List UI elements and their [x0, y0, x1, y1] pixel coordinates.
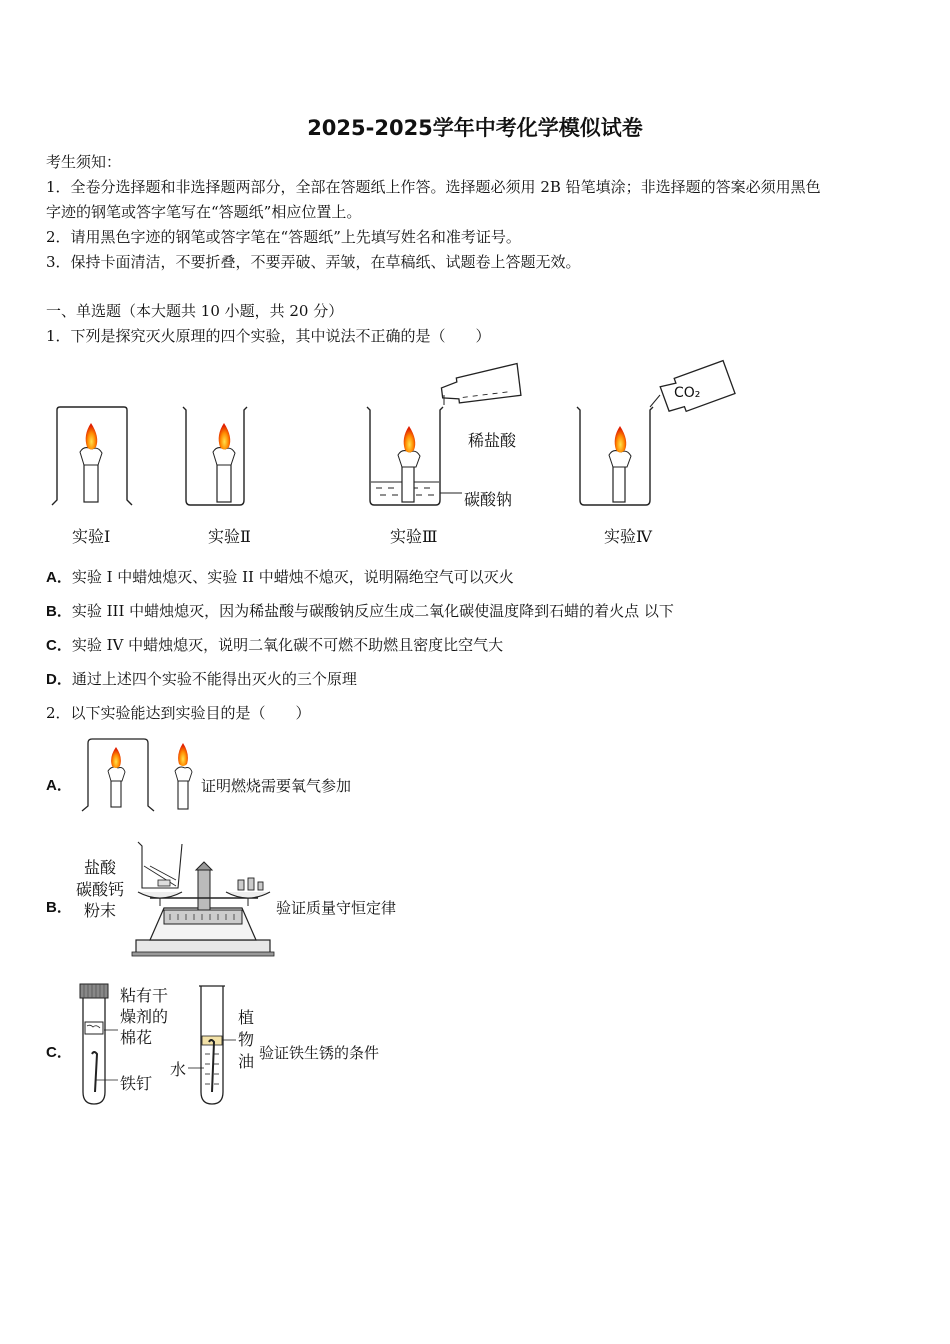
label-caco3: 碳酸钙	[76, 880, 125, 899]
q2-option-b-letter: B．	[46, 899, 72, 916]
page-title: 2025-2025学年中考化学模似试卷	[307, 116, 643, 140]
label-oil-1: 植	[238, 1008, 255, 1027]
section-heading: 一、单选题（本大题共 10 小题，共 20 分）	[46, 302, 344, 320]
label-water: 水	[170, 1060, 187, 1079]
label-co2: CO₂	[674, 385, 701, 401]
label-oil-2: 物	[238, 1030, 255, 1049]
q2-option-a-letter: A．	[46, 777, 72, 794]
caption-exp-2: 实验Ⅱ	[208, 527, 251, 546]
label-desiccant-3: 棉花	[120, 1028, 153, 1047]
notice-item-1-cont: 字迹的钢笔或答字笔写在“答题纸”相应位置上。	[46, 203, 362, 221]
label-sodium-carbonate: 碳酸钠	[464, 490, 513, 509]
q1-option-b: B．实验 III 中蜡烛熄灭，因为稀盐酸与碳酸钠反应生成二氧化碳使温度降到石蜡的着火点 以下	[46, 602, 674, 620]
q2-option-c-letter: C．	[46, 1044, 72, 1061]
caption-exp-4: 实验Ⅳ	[604, 527, 652, 546]
label-hcl: 盐酸	[84, 858, 117, 877]
question-1-stem: 1．下列是探究灭火原理的四个实验，其中说法不正确的是（ ）	[46, 327, 491, 345]
notice-heading: 考生须知：	[46, 153, 122, 171]
q2-option-a-figure	[78, 735, 203, 815]
q1-option-a: A．实验 I 中蜡烛熄灭、实验 II 中蜡烛不熄灭，说明隔绝空气可以灭火	[46, 568, 514, 586]
caption-exp-3: 实验Ⅲ	[390, 527, 438, 546]
label-desiccant-2: 燥剂的	[120, 1007, 169, 1026]
q2-option-a-text: 证明燃烧需要氧气参加	[201, 777, 352, 795]
beaker-4-icon	[577, 361, 735, 505]
beaker-1-icon	[52, 407, 132, 505]
notice-item-3: 3．保持卡面清洁，不要折叠，不要弄破、弄皱，在草稿纸、试题卷上答题无效。	[46, 253, 581, 271]
label-oil-3: 油	[238, 1052, 255, 1071]
balance-scale-icon	[130, 840, 280, 960]
label-powder: 粉末	[84, 901, 117, 920]
caption-exp-1: 实验Ⅰ	[72, 527, 111, 546]
question-2-stem: 2．以下实验能达到实验目的是（ ）	[46, 704, 311, 722]
notice-item-2: 2．请用黑色字迹的钢笔或答字笔在“答题纸”上先填写姓名和准考证号。	[46, 228, 521, 246]
label-iron-nail: 铁钉	[120, 1074, 153, 1093]
q2-option-c-text: 验证铁生锈的条件	[259, 1044, 380, 1062]
notice-item-1: 1．全卷分选择题和非选择题两部分，全部在答题纸上作答。选择题必须用 2B 铅笔填涂；非选择题的答案必须用黑色	[46, 178, 821, 196]
q2-option-b-text: 验证质量守恒定律	[276, 899, 397, 917]
label-dilute-hcl: 稀盐酸	[468, 431, 517, 450]
q1-option-c: C．实验 IV 中蜡烛熄灭，说明二氧化碳不可燃不助燃且密度比空气大	[46, 636, 504, 654]
beaker-2-icon	[183, 407, 247, 505]
q1-option-d: D．通过上述四个实验不能得出灭火的三个原理	[46, 670, 357, 688]
label-desiccant-1: 粘有干	[120, 986, 169, 1005]
